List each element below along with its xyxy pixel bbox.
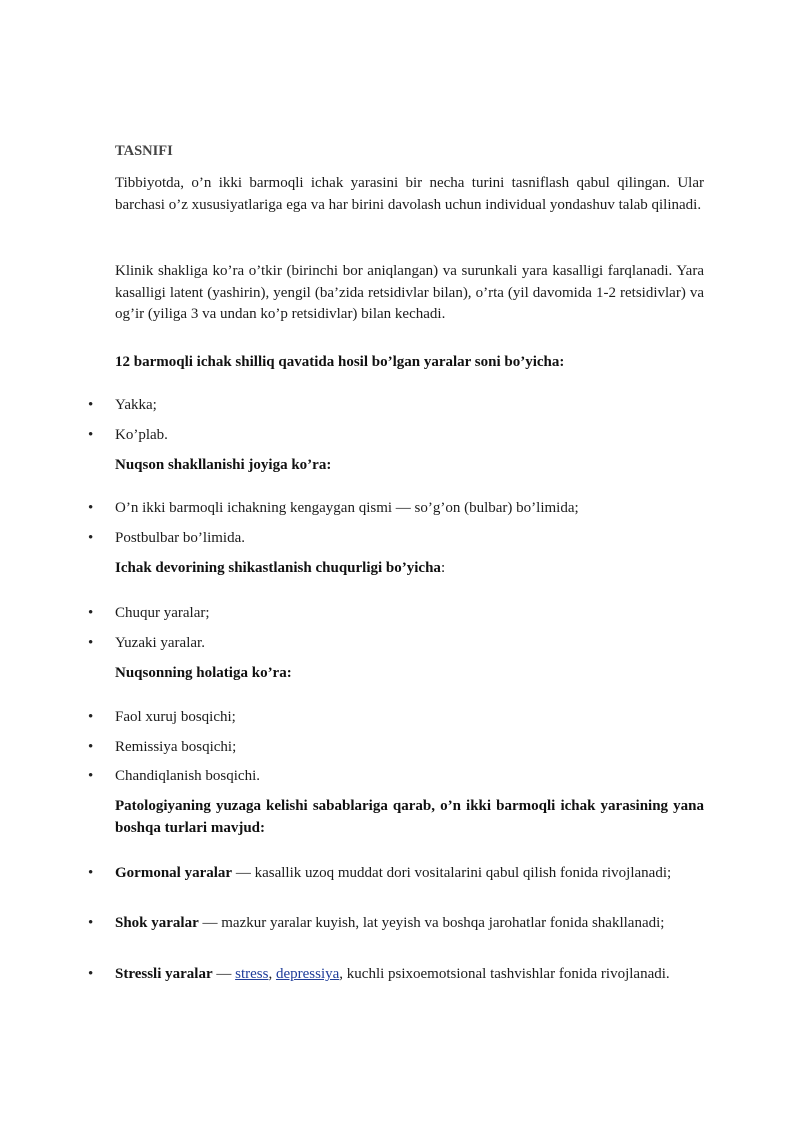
- list-item-text: Postbulbar bo’limida.: [115, 530, 245, 546]
- bullet-icon: •: [88, 427, 94, 443]
- list-item: [88, 425, 704, 447]
- list-item-text: Remissiya bosqichi;: [115, 739, 237, 755]
- list-item-text: Yakka;: [115, 397, 157, 413]
- list-item: [88, 603, 704, 625]
- list-item: [88, 964, 704, 986]
- list-item: [88, 633, 704, 655]
- list-item-text: , kuchli psixoemotsional tashvishlar fonida rivojlanadi.: [339, 966, 670, 982]
- list-item: [88, 395, 704, 417]
- paragraph: Tibbiyotda, o’n ikki barmoqli ichak yarasini bir necha turini tasniflash qabul qilingan. Ular barchasi o’z xususiyatlariga ega va har birini davolash uchun individual yondashuv talab qilinadi.: [115, 175, 704, 213]
- bullet-icon: •: [88, 500, 94, 516]
- subheading-text: Ichak devorining shikastlanish chuqurligi bo’yicha: [115, 560, 441, 576]
- subheading: Nuqson shakllanishi joyiga ko’ra:: [115, 457, 332, 473]
- subheading-colon: :: [440, 560, 446, 576]
- list-item: [88, 498, 704, 520]
- list-item: [88, 528, 704, 550]
- subheading: [115, 558, 704, 580]
- depressiya-link[interactable]: depressiya: [275, 966, 340, 982]
- list-item-text: —: [212, 966, 236, 982]
- list-item-text: Faol xuruj bosqichi;: [115, 709, 236, 725]
- list-item-term: Gormonal yaralar: [115, 865, 233, 881]
- bullet-icon: •: [88, 397, 94, 413]
- list-item-text: — kasallik uzoq muddat dori vositalarini qabul qilish fonida rivojlanadi;: [232, 865, 672, 881]
- subheading: Patologiyaning yuzaga kelishi sabablariga qarab, o’n ikki barmoqli ichak yarasining yana boshqa turlari mavjud:: [115, 798, 704, 836]
- list-item-text: O’n ikki barmoqli ichakning kengaygan qismi — so’g’on (bulbar) bo’limida;: [115, 500, 579, 516]
- list-item: [88, 766, 704, 788]
- bullet-icon: •: [88, 635, 94, 651]
- subheading: 12 barmoqli ichak shilliq qavatida hosil bo’lgan yaralar soni bo’yicha:: [115, 354, 565, 370]
- list-item: [88, 737, 704, 759]
- list-item-text: — mazkur yaralar kuyish, lat yeyish va boshqa jarohatlar fonida shakllanadi;: [198, 915, 665, 931]
- list-item: [88, 913, 704, 935]
- bullet-icon: •: [88, 915, 94, 931]
- stress-link[interactable]: stress: [235, 966, 269, 982]
- bullet-icon: •: [88, 709, 94, 725]
- bullet-icon: •: [88, 966, 94, 982]
- bullet-icon: •: [88, 768, 94, 784]
- list-item-term: Stressli yaralar: [115, 966, 213, 982]
- link-separator: ,: [268, 966, 276, 982]
- paragraph: Klinik shakliga ko’ra o’tkir (birinchi bor aniqlangan) va surunkali yara kasalligi farqlanadi. Yara kasalligi latent (yashirin), yengil (ba’zida retsidivlar bilan), o’rta (yil davomida 1-2 retsidivlar) va og’ir (yiliga 3 va undan ko’p retsidivlar) bilan kechadi.: [115, 263, 704, 322]
- list-item: [88, 863, 704, 885]
- list-item-term: Shok yaralar: [115, 915, 199, 931]
- list-item-text: Chandiqlanish bosqichi.: [115, 768, 260, 784]
- list-item-text: Ko’plab.: [115, 427, 168, 443]
- list-item: [88, 707, 704, 729]
- list-item-text: Yuzaki yaralar.: [115, 635, 205, 651]
- subheading: Nuqsonning holatiga ko’ra:: [115, 665, 292, 681]
- bullet-icon: •: [88, 530, 94, 546]
- bullet-icon: •: [88, 739, 94, 755]
- bullet-icon: •: [88, 865, 94, 881]
- bullet-icon: •: [88, 605, 94, 621]
- section-heading: TASNIFI: [115, 143, 173, 159]
- list-item-text: Chuqur yaralar;: [115, 605, 210, 621]
